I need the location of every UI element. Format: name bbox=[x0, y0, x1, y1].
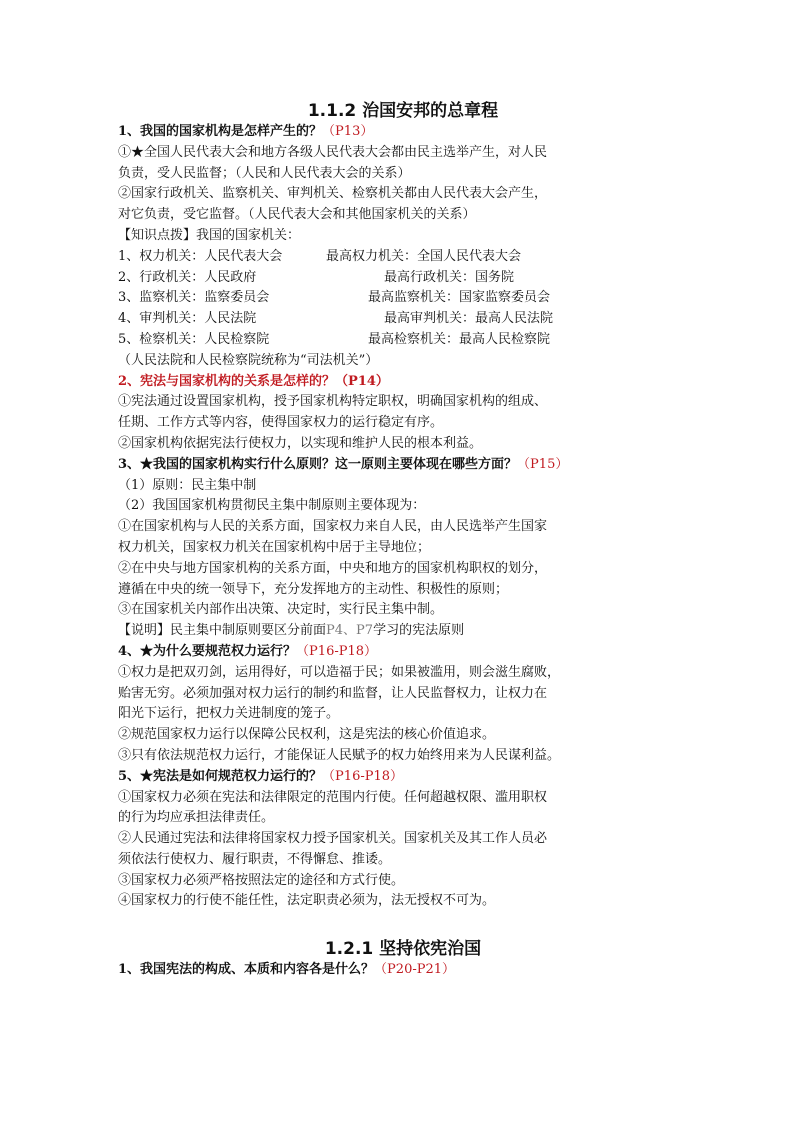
question-heading bbox=[118, 642, 688, 663]
organ-row bbox=[118, 330, 688, 351]
page-reference: （P15） bbox=[517, 456, 569, 472]
page-reference: （P20-P21） bbox=[374, 962, 456, 978]
question-label: 5、★宪法是如何规范权力运行的？ bbox=[118, 768, 323, 784]
note-prefix: 【说明】民主集中制原则要区分前面 bbox=[118, 623, 327, 639]
highest-organ: 最高行政机关：国务院 bbox=[384, 269, 515, 285]
note-page-ref: P4、P7 bbox=[326, 623, 374, 639]
answer-line: ②人民通过宪法和法律将国家权力授予国家机关。国家机关及其工作人员必 bbox=[118, 831, 548, 847]
answer-line: 阳光下运行，把权力关进制度的笼子。 bbox=[118, 706, 340, 722]
answer-line: ①国家权力必须在宪法和法律限定的范围内行使。任何超越权限、滥用职权 bbox=[118, 789, 548, 805]
note-suffix: 学习的宪法原则 bbox=[373, 623, 465, 639]
highest-organ: 最高检察机关：最高人民检察院 bbox=[368, 331, 551, 347]
question-label: 3、★我国的国家机构实行什么原则？这一原则主要体现在哪些方面？ bbox=[118, 456, 518, 472]
question-heading bbox=[118, 960, 688, 981]
answer-line: ①在国家机构与人民的关系方面，国家权力来自人民，由人民选举产生国家 bbox=[118, 519, 548, 535]
highest-organ: 最高权力机关：全国人民代表大会 bbox=[326, 248, 522, 264]
organ-row bbox=[118, 309, 688, 330]
question-heading bbox=[118, 767, 688, 788]
question-label: 1、我国的国家机构是怎样产生的？ bbox=[118, 124, 323, 139]
highest-organ: 最高监察机关：国家监察委员会 bbox=[368, 290, 551, 306]
answer-line: 遵循在中央的统一领导下，充分发挥地方的主动性、积极性的原则； bbox=[118, 581, 509, 597]
answer-line: 任期、工作方式等内容，使得国家权力的运行稳定有序。 bbox=[118, 415, 444, 431]
answer-line: 权力机关，国家权力机关在国家机构中居于主导地位； bbox=[118, 539, 431, 555]
answer-line: ③只有依法规范权力运行，才能保证人民赋予的权力始终用来为人民谋利益。 bbox=[118, 747, 561, 763]
organ-type: 3、监察机关：监察委员会 bbox=[118, 290, 270, 306]
organ-type: 2、行政机关：人民政府 bbox=[118, 269, 257, 285]
answer-line: ②国家行政机关、监察机关、审判机关、检察机关都由人民代表大会产生， bbox=[118, 186, 548, 202]
answer-note: （人民法院和人民检察院统称为“司法机关”） bbox=[118, 352, 379, 368]
answer-line: 须依法行使权力、履行职责，不得懈怠、推诿。 bbox=[118, 851, 392, 867]
question-heading bbox=[118, 455, 688, 476]
answer-line: （1）原则：民主集中制 bbox=[118, 477, 257, 493]
answer-line: 负责，受人民监督；（人民和人民代表大会的关系） bbox=[118, 165, 411, 181]
organ-row bbox=[118, 247, 688, 268]
answer-line: （2）我国国家机构贯彻民主集中制原则主要体现为： bbox=[118, 498, 426, 514]
question-heading bbox=[118, 122, 688, 143]
answer-line: ②国家机构依据宪法行使权力，以实现和维护人民的根本利益。 bbox=[118, 435, 483, 451]
answer-line: 贻害无穷。必须加强对权力运行的制约和监督，让人民监督权力，让权力在 bbox=[118, 685, 548, 701]
organ-row bbox=[118, 288, 688, 309]
answer-line: ①宪法通过设置国家机构，授予国家机构特定职权，明确国家机构的组成、 bbox=[118, 394, 548, 410]
document-page bbox=[118, 100, 688, 981]
answer-note bbox=[118, 621, 688, 642]
question-heading: 2、宪法与国家机构的关系是怎样的？（P14） bbox=[118, 373, 389, 389]
page-reference: （P16-P18） bbox=[296, 643, 378, 659]
question-label: 1、我国宪法的构成、本质和内容各是什么？ bbox=[118, 962, 375, 978]
answer-line: ④国家权力的行使不能任性，法定职责必须为，法无授权不可为。 bbox=[118, 893, 496, 909]
organ-type: 1、权力机关：人民代表大会 bbox=[118, 248, 283, 264]
answer-line: 对它负责，受它监督。（人民代表大会和其他国家机关的关系） bbox=[118, 207, 476, 223]
answer-line: ③国家权力必须严格按照法定的途径和方式行使。 bbox=[118, 872, 405, 888]
question-label: 4、★为什么要规范权力运行？ bbox=[118, 643, 297, 659]
answer-line: ①权力是把双刃剑，运用得好，可以造福于民；如果被滥用，则会滋生腐败， bbox=[118, 664, 561, 680]
page-reference: （P16-P18） bbox=[322, 768, 404, 784]
answer-line: ②在中央与地方国家机构的关系方面，中央和地方的国家机构职权的划分， bbox=[118, 560, 548, 576]
page-reference: （P13） bbox=[322, 124, 374, 139]
section-title: 1.2.1 坚持依宪治国 bbox=[324, 939, 482, 960]
organ-type: 4、审判机关：人民法院 bbox=[118, 311, 257, 327]
knowledge-tip: 【知识点拨】我国的国家机关： bbox=[118, 227, 301, 243]
answer-line: ②规范国家权力运行以保障公民权利，这是宪法的核心价值追求。 bbox=[118, 727, 496, 743]
organ-type: 5、检察机关：人民检察院 bbox=[118, 331, 270, 347]
answer-line: 的行为均应承担法律责任。 bbox=[118, 810, 275, 826]
highest-organ: 最高审判机关：最高人民法院 bbox=[384, 311, 554, 327]
section-title: 1.1.2 治国安邦的总章程 bbox=[307, 101, 499, 121]
answer-line: ①★全国人民代表大会和地方各级人民代表大会都由民主选举产生，对人民 bbox=[118, 144, 548, 160]
answer-line: ③在国家机关内部作出决策、决定时，实行民主集中制。 bbox=[118, 602, 444, 618]
organ-row bbox=[118, 268, 688, 289]
